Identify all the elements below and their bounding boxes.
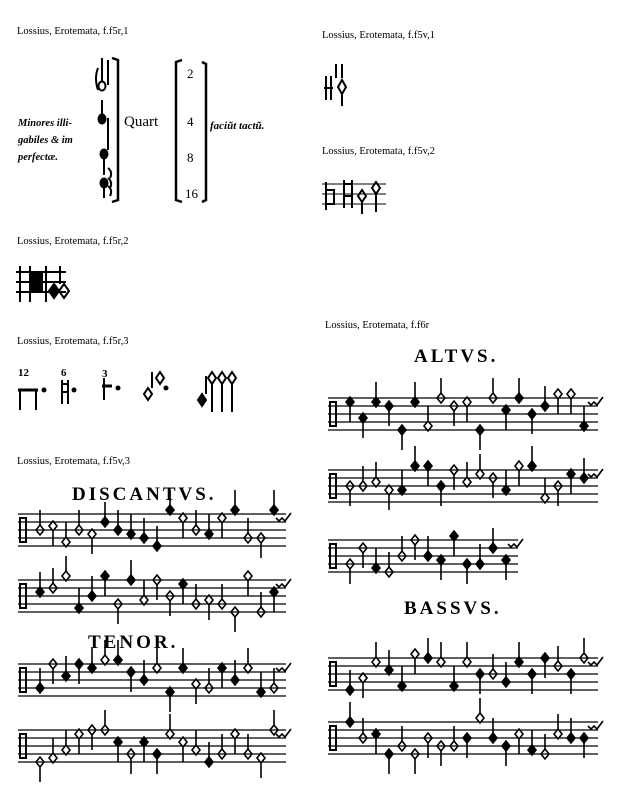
caption-f5v3: Lossius, Erotemata, f.f5v,3	[17, 456, 131, 467]
discantus-staff-2	[18, 556, 291, 632]
altus-title: ALTVS.	[414, 346, 499, 367]
caption-f5r2: Lossius, Erotemata, f.f5r,2	[17, 236, 129, 247]
bassus-staff-1	[328, 638, 603, 698]
tenor-staff-2	[18, 710, 291, 782]
caption-f5v2: Lossius, Erotemata, f.f5v,2	[322, 146, 436, 157]
caption-f5r1: Lossius, Erotemata, f.f5r,1	[17, 26, 129, 37]
discantus-title: DISCANTVS.	[72, 484, 217, 505]
altus-staff-2	[328, 446, 603, 510]
number-8: 8	[187, 150, 194, 165]
tenor-title: TENOR.	[88, 632, 179, 653]
minores-line-3: perfectæ.	[18, 152, 58, 163]
minores-line-2: gabiles & im	[18, 135, 73, 146]
discantus-staff-1	[18, 490, 291, 558]
number-6: 6	[61, 367, 67, 379]
altus-staff-3	[328, 528, 523, 584]
number-2: 2	[187, 66, 194, 81]
bassus-staff-2	[328, 698, 603, 774]
caption-f6r: Lossius, Erotemata, f.f6r	[325, 320, 430, 331]
minores-line-1: Minores illi-	[18, 118, 72, 129]
quart-text: Quart	[124, 114, 159, 130]
bassus-title: BASSVS.	[404, 598, 502, 619]
number-4: 4	[187, 114, 194, 129]
number-12: 12	[18, 367, 29, 379]
caption-f5r3: Lossius, Erotemata, f.f5r,3	[17, 336, 129, 347]
caption-f5v1: Lossius, Erotemata, f.f5v,1	[322, 30, 436, 41]
faciunt-tactum: faciũt tactũ.	[210, 120, 265, 132]
tenor-staff-1	[18, 640, 291, 712]
altus-staff-1	[328, 378, 603, 450]
number-3: 3	[102, 368, 108, 380]
number-16: 16	[185, 186, 198, 201]
